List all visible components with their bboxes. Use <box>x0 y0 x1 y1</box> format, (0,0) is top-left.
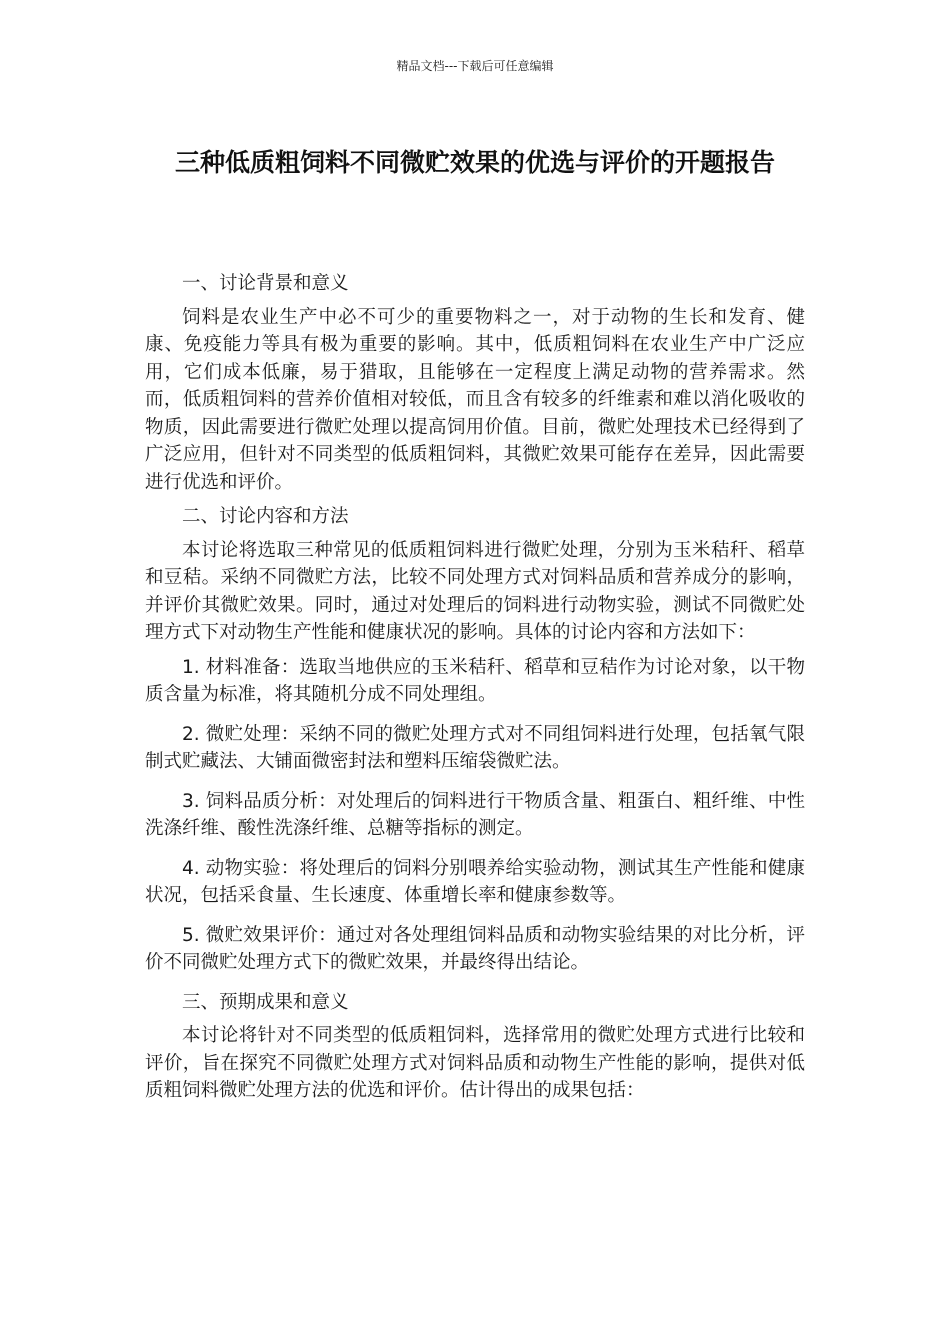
method-list-item: 5. 微贮效果评价：通过对各处理组饲料品质和动物实验结果的对比分析，评价不同微贮处理方式下的微贮效果，并最终得出结论。 <box>145 924 805 973</box>
document-title: 三种低质粗饲料不同微贮效果的优选与评价的开题报告 <box>174 148 775 177</box>
section-paragraph: 饲料是农业生产中必不可少的重要物料之一，对于动物的生长和发育、健康、免疫能力等具有极为重要的影响。其中，低质粗饲料在农业生产中广泛应用，它们成本低廉，易于猎取，且能够在一定程度上满足动物的营养需求。然而，低质粗饲料的营养价值相对较低，而且含有较多的纤维素和难以消化吸收的物质，因此需要进行微贮处理以提高饲用价值。目前，微贮处理技术已经得到了广泛应用，但针对不同类型的低质粗饲料，其微贮效果可能存在差异，因此需要进行优选和评价。 <box>145 306 805 493</box>
document-body <box>145 270 805 1112</box>
section-heading-background: 一、讨论背景和意义 <box>182 273 349 294</box>
section-paragraph: 本讨论将选取三种常见的低质粗饲料进行微贮处理，分别为玉米秸秆、稻草和豆秸。采纳不同微贮方法，比较不同处理方式对饲料品质和营养成分的影响，并评价其微贮效果。同时，通过对处理后的饲料进行动物实验，测试不同微贮处理方式下对动物生产性能和健康状况的影响。具体的讨论内容和方法如下： <box>145 539 805 643</box>
method-list-item: 3. 饲料品质分析：对处理后的饲料进行干物质含量、粗蛋白、粗纤维、中性洗涤纤维、酸性洗涤纤维、总糖等指标的测定。 <box>145 790 805 839</box>
section-paragraph: 本讨论将针对不同类型的低质粗饲料，选择常用的微贮处理方式进行比较和评价，旨在探究不同微贮处理方式对饲料品质和动物生产性能的影响，提供对低质粗饲料微贮处理方法的优选和评价。估计得出的成果包括： <box>145 1025 805 1101</box>
page-header-note: 精品文档---下载后可任意编辑 <box>396 59 554 73</box>
method-list-item: 2. 微贮处理：采纳不同的微贮处理方式对不同组饲料进行处理，包括氧气限制式贮藏法、大铺面微密封法和塑料压缩袋微贮法。 <box>145 723 805 772</box>
method-list-item: 1. 材料准备：选取当地供应的玉米秸秆、稻草和豆秸作为讨论对象，以干物质含量为标准，将其随机分成不同处理组。 <box>145 656 805 705</box>
section-heading-outcomes: 三、预期成果和意义 <box>182 991 349 1013</box>
section-heading-methods: 二、讨论内容和方法 <box>182 506 349 527</box>
method-list-item: 4. 动物实验：将处理后的饲料分别喂养给实验动物，测试其生产性能和健康状况，包括采食量、生长速度、体重增长率和健康参数等。 <box>145 857 805 906</box>
